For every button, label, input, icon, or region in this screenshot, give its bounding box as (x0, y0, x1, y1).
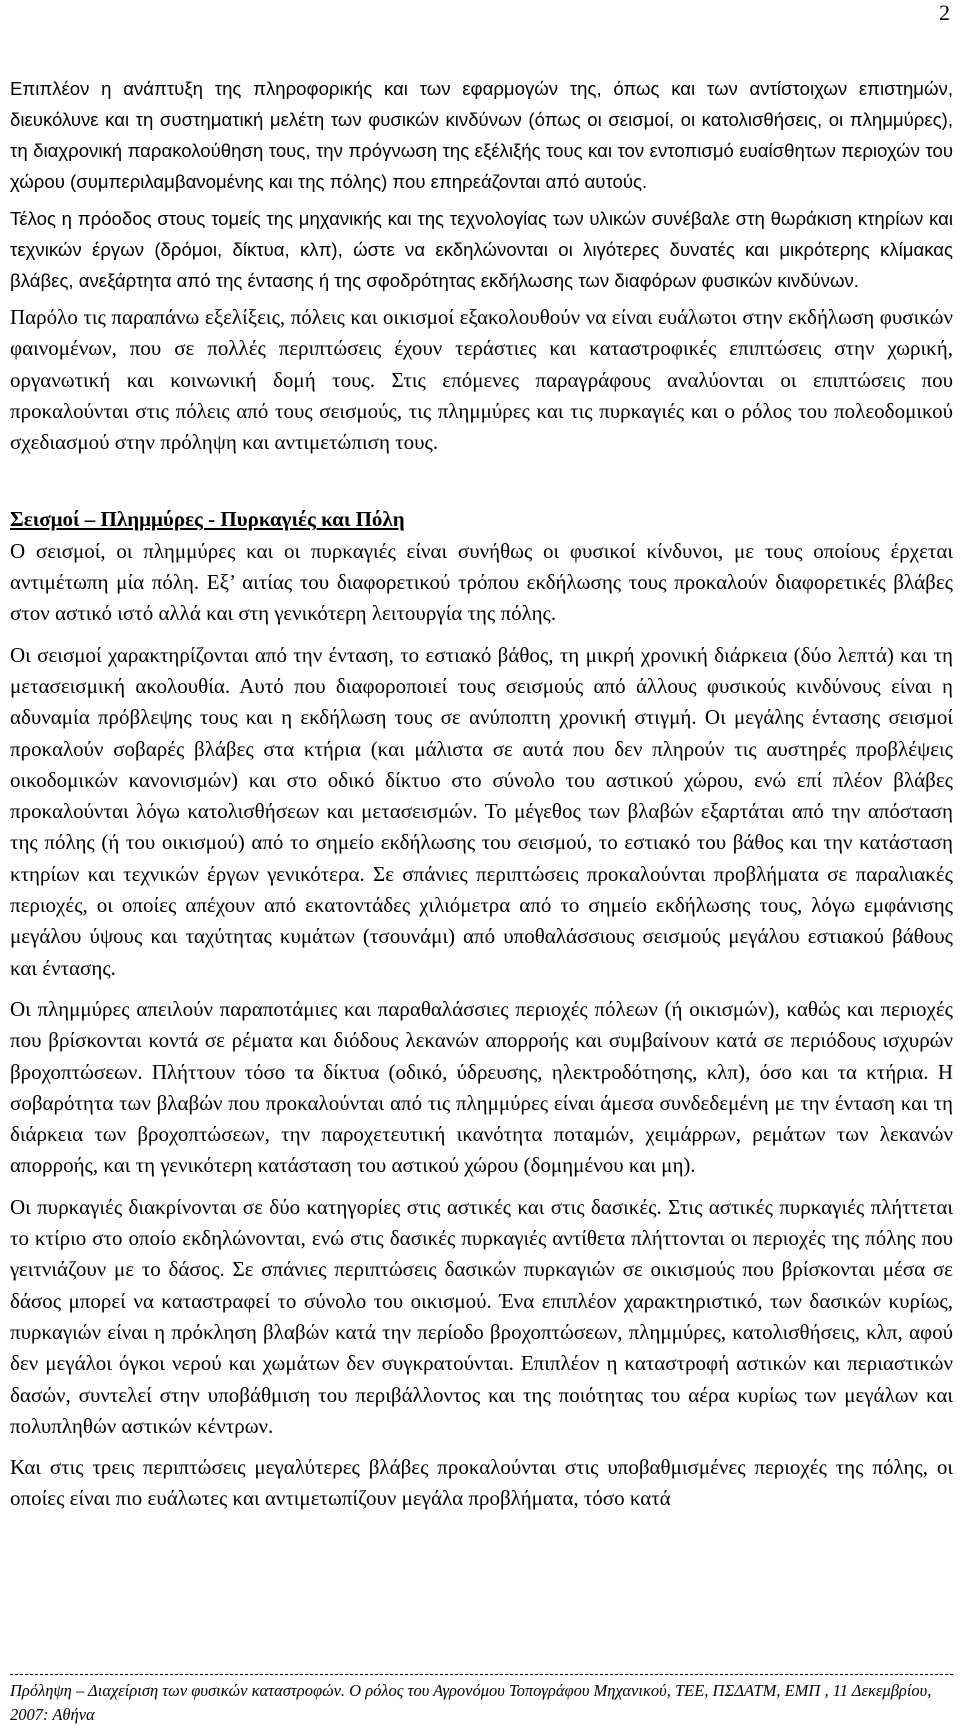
paragraph-vulnerability: Παρόλο τις παραπάνω εξελίξεις, πόλεις και οικισμοί εξακολουθούν να είναι ευάλωτοι στην εκδήλωση φυσικών φαινομένων, που σε πολλές περιπτώσεις έχουν τεράστιες και καταστροφικές επιπτώσεις στην χωρική, οργανωτική και κοινωνική δομή τους. Στις επόμενες παραγράφους αναλύονται οι επιπτώσεις που προκαλούνται στις πόλεις από τους σεισμούς, τις πλημμύρες και τις πυρκαγιές και ο ρόλος του πολεοδομικού σχεδιασμού στην πρόληψη και αντιμετώπιση τους. (10, 305, 953, 455)
paragraph-fires: Οι πυρκαγιές διακρίνονται σε δύο κατηγορίες στις αστικές και στις δασικές. Στις αστικές πυρκαγιές πλήττεται το κτίριο στο οποίο εκδηλώνονται, ενώ στις δασικές πυρκαγιές αντίθετα πλήττονται οι περιοχές της πόλης που γειτνιάζουν με το δάσος. Σε σπάνιες περιπτώσεις δασικών πυρκαγιών σε οικισμούς που βρίσκονται μέσα σε δάσος μπορεί να καταστραφεί το σύνολο του οικισμού. Ένα επιπλέον χαρακτηριστικό, των δασικών κυρίως, πυρκαγιών είναι η πρόκληση βλαβών κατά την περίοδο βροχοπτώσεων, πλημμύρες, κατολισθήσεις, κλπ, αφού δεν μεγάλοι όγκοι νερού και χωμάτων δεν συγκρατούνται. Επιπλέον η καταστροφή αστικών και περιαστικών δασών, συντελεί στην υποβάθμιση του περιβάλλοντος και της ποιότητας του αέρα κυρίως των μεγάλων και πολυπληθών αστικών κέντρων. (10, 1194, 953, 1438)
paragraph-conclusion: Και στις τρεις περιπτώσεις μεγαλύτερες βλάβες προκαλούνται στις υποβαθμισμένες περιοχές της πόλης, οι οποίες είναι πιο ευάλωτες και αντιμετωπίζουν μεγάλα προβλήματα, τόσο κατά (10, 1455, 953, 1511)
paragraph-floods: Οι πλημμύρες απειλούν παραποτάμιες και παραθαλάσσιες περιοχές πόλεων (ή οικισμών), καθώς και περιοχές που βρίσκονται κοντά σε ρέματα και διόδους λεκανών απορροής και συμβαίνουν κατά σε περιόδους ισχυρών βροχοπτώσεων. Πλήττουν τόσο τα δίκτυα (οδικό, ύδρευσης, ηλεκτροδότησης, κλπ), όσο και τα κτήρια. Η σοβαρότητα των βλαβών που προκαλούνται από τις πλημμύρες είναι άμεσα συνδεδεμένη με την ένταση και τη διάρκεια των βροχοπτώσεων, την παροχετευτική ικανότητα ποταμών, χειμάρρων, ρεμάτων των λεκανών απορροής, και τη γενικότερη κατάσταση του αστικού χώρου (δομημένου και μη). (10, 996, 953, 1178)
document-body (10, 73, 953, 1515)
paragraph-engineering: Τέλος η πρόοδος στους τομείς της μηχανικής και της τεχνολογίας των υλικών συνέβαλε στη θωράκιση κτηρίων και τεχνικών έργων (δρόμοι, δίκτυα, κλπ), ώστε να εκδηλώνονται οι λιγότερες δυνατές και μικρότερης κλίμακας βλάβες, ανεξάρτητα από της έντασης ή της σφοδρότητας εκδήλωσης των διαφόρων φυσικών κινδύνων. (10, 208, 953, 291)
paragraph-earthquakes: Οι σεισμοί χαρακτηρίζονται από την ένταση, το εστιακό βάθος, τη μικρή χρονική διάρκεια (δύο λεπτά) και τη μετασεισμική ακολουθία. Αυτό που διαφοροποιεί τους σεισμούς από άλλους φυσικούς κινδύνους είναι η αδυναμία πρόβλεψης τους και η εκδήλωση τους σε ανύποπτη χρονική στιγμή. Οι μεγάλης έντασης σεισμοί προκαλούν σοβαρές βλάβες στα κτήρια (και μάλιστα σε αυτά που δεν πληρούν τις αυστηρές προβλέψεις οικοδομικών κανονισμών) και στο οδικό δίκτυο στο σύνολο του αστικού χώρου, ενώ επί πλέον βλάβες προκαλούνται λόγω κατολισθήσεων και μετασεισμών. Το μέγεθος των βλαβών εξαρτάται από την απόσταση της πόλης (ή του οικισμού) από το σημείο εκδήλωσης του σεισμού, το εστιακό του βάθος και την κατάσταση κτηρίων και τεχνικών έργων γενικότερα. Σε σπάνιες περιπτώσεις προκαλούνται προβλήματα σε παραλιακές περιοχές, οι οποίες απέχουν από εκατοντάδες χιλιόμετρα από το σημείο εκδήλωσης τους, λόγω εμφάνισης μεγάλου ύψους και ταχύτητας κυμάτων (τσουνάμι) από υποθαλάσσιους σεισμούς μεγάλου εστιακού βάθους και έντασης. (10, 642, 953, 980)
page-number: 2 (939, 0, 950, 25)
page-footer: Πρόληψη – Διαχείριση των φυσικών καταστροφών. Ο ρόλος του Αγρονόμου Τοπογράφου Μηχανικού, ΤΕΕ, ΠΣΔΑΤΜ, ΕΜΠ , 11 Δεκεμβρίου, 2007: Αθήνα (10, 1681, 932, 1724)
footer-divider (10, 1674, 953, 1675)
paragraph-informatics: Επιπλέον η ανάπτυξη της πληροφορικής και των εφαρμογών της, όπως και των αντίστοιχων επιστημών, διευκόλυνε και τη συστηματική μελέτη των φυσικών κινδύνων (όπως οι σεισμοί, οι κατολισθήσεις, οι πλημμύρες), τη διαχρονική παρακολούθηση τους, την πρόγνωση της εξέλιξής τους και τον εντοπισμό ευαίσθητων περιοχών του χώρου (συμπεριλαμβανομένης και της πόλης) που επηρεάζονται από αυτούς. (10, 78, 953, 192)
section-heading: Σεισμοί – Πλημμύρες - Πυρκαγιές και Πόλη (10, 507, 405, 532)
paragraph-natural-hazards: Ο σεισμοί, οι πλημμύρες και οι πυρκαγιές είναι συνήθως οι φυσικοί κίνδυνοι, με τους οποίους έρχεται αντιμέτωπη μία πόλη. Εξ’ αιτίας του διαφορετικού τρόπου εκδήλωσης τους προκαλούν διαφορετικές βλάβες στον αστικό ιστό αλλά και στη γενικότερη λειτουργία της πόλης. (10, 538, 953, 626)
